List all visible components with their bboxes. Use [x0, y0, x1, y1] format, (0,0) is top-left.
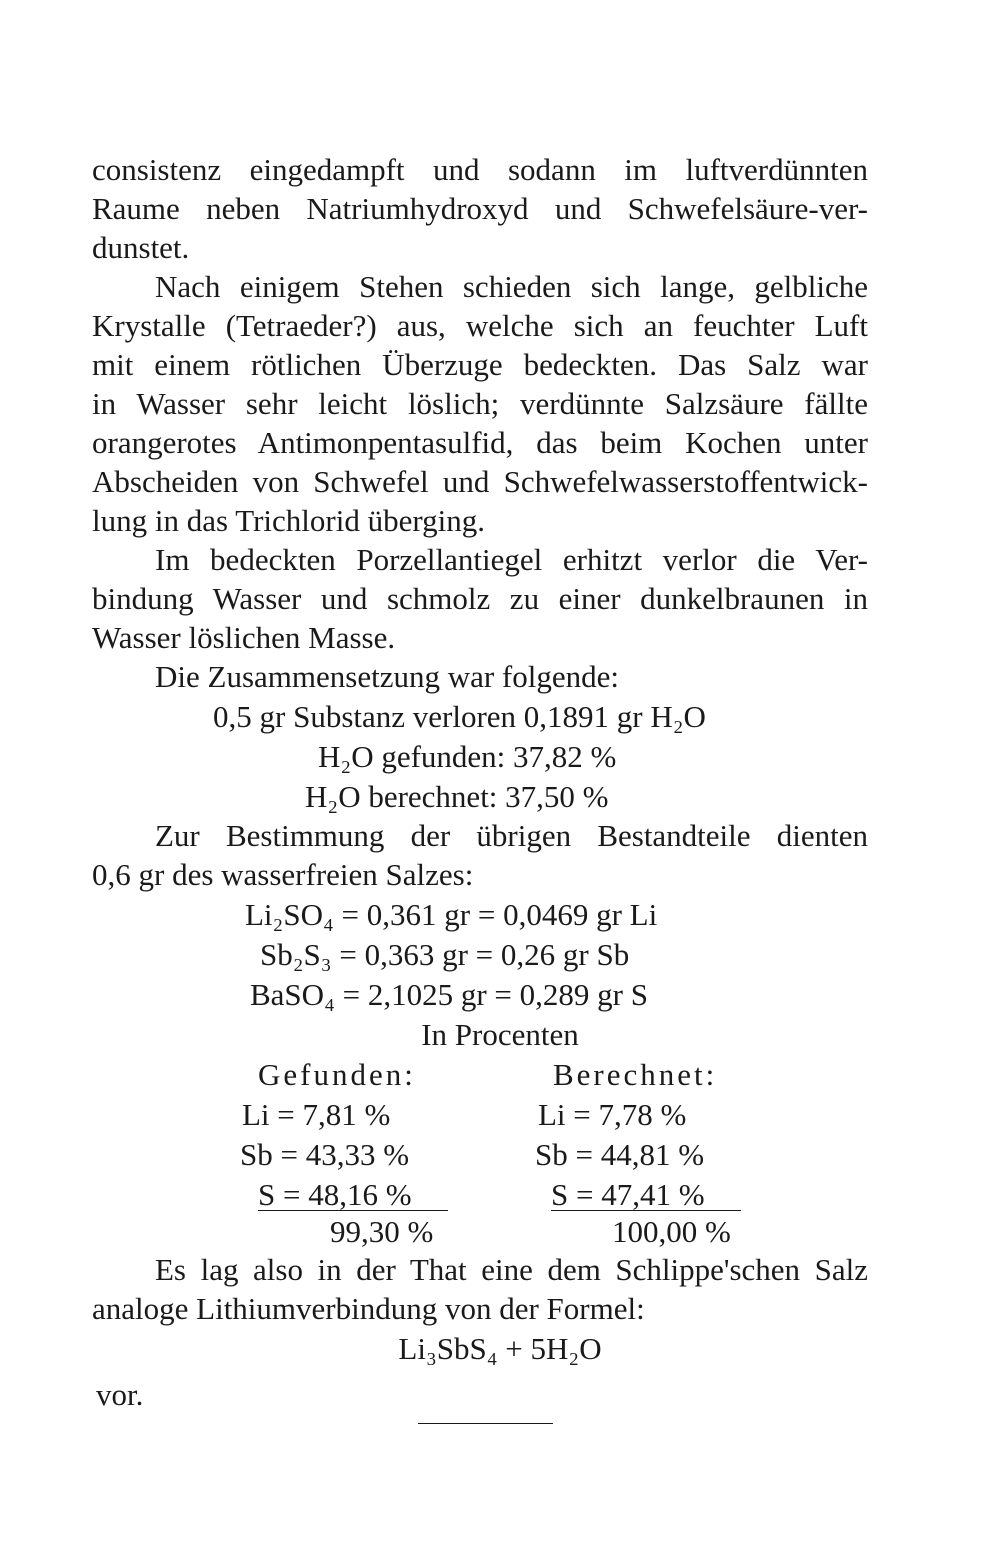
conversion-line: Sb₂S₃ = 0,363 gr = 0,26 gr Sb	[260, 937, 630, 972]
found-row: Sb = 43,33 %	[240, 1137, 410, 1172]
calculated-total: 100,00 %	[612, 1214, 731, 1249]
water-calculated-line: H₂O berechnet: 37,50 %	[305, 779, 609, 814]
water-found-line: H₂O gefunden: 37,82 %	[318, 739, 617, 774]
found-row: Li = 7,81 %	[242, 1097, 391, 1132]
conversion-line: BaSO₄ = 2,1025 gr = 0,289 gr S	[250, 977, 648, 1012]
text-line: Raume neben Natriumhydroxyd und Schwefelsäure-ver-	[92, 191, 868, 226]
text-line: analoge Lithiumverbindung von der Formel:	[92, 1291, 645, 1326]
text-line: 0,6 gr des wasserfreien Salzes:	[92, 857, 474, 892]
text-line: Die Zusammensetzung war folgende:	[155, 659, 619, 694]
text-line: Im bedeckten Porzellantiegel erhitzt verlor die Ver-	[155, 542, 868, 577]
text-line: Wasser löslichen Masse.	[92, 620, 396, 655]
in-procenten-heading: In Procenten	[421, 1017, 579, 1052]
text-line: Zur Bestimmung der übrigen Bestandteile dienten	[155, 818, 868, 853]
conversion-line: Li₂SO₄ = 0,361 gr = 0,0469 gr Li	[245, 897, 658, 932]
end-rule	[418, 1423, 553, 1424]
text-line: Abscheiden von Schwefel und Schwefelwasserstoffentwick-	[92, 464, 868, 499]
chemical-formula: Li₃SbS₄ + 5H₂O	[398, 1331, 602, 1366]
calculated-sum-rule	[551, 1210, 741, 1211]
text-line: orangerotes Antimonpentasulfid, das beim Kochen unter	[92, 425, 868, 460]
text-line: mit einem rötlichen Überzuge bedeckten. Das Salz war	[92, 347, 868, 382]
calculated-row: Sb = 44,81 %	[535, 1137, 705, 1172]
text-line: consistenz eingedampft und sodann im luftverdünnten	[92, 152, 868, 187]
calculated-heading: Berechnet:	[553, 1057, 718, 1092]
text-line: Es lag also in der That eine dem Schlippe'schen Salz	[155, 1252, 868, 1287]
calculated-row: Li = 7,78 %	[538, 1097, 687, 1132]
found-row: S = 48,16 %	[258, 1177, 412, 1212]
found-total: 99,30 %	[330, 1214, 434, 1249]
found-sum-rule	[258, 1210, 448, 1211]
closing-word: vor.	[96, 1377, 144, 1412]
found-heading: Gefunden:	[258, 1057, 416, 1092]
calculated-row: S = 47,41 %	[551, 1177, 705, 1212]
text-line: Krystalle (Tetraeder?) aus, welche sich an feuchter Luft	[92, 308, 868, 343]
text-line: dunstet.	[92, 230, 190, 265]
text-line: bindung Wasser und schmolz zu einer dunkelbraunen in	[92, 581, 868, 616]
text-line: lung in das Trichlorid überging.	[92, 503, 485, 538]
text-line: Nach einigem Stehen schieden sich lange, gelbliche	[155, 269, 868, 304]
text-line: in Wasser sehr leicht löslich; verdünnte Salzsäure fällte	[92, 386, 868, 421]
water-loss-line: 0,5 gr Substanz verloren 0,1891 gr H₂O	[213, 699, 706, 734]
